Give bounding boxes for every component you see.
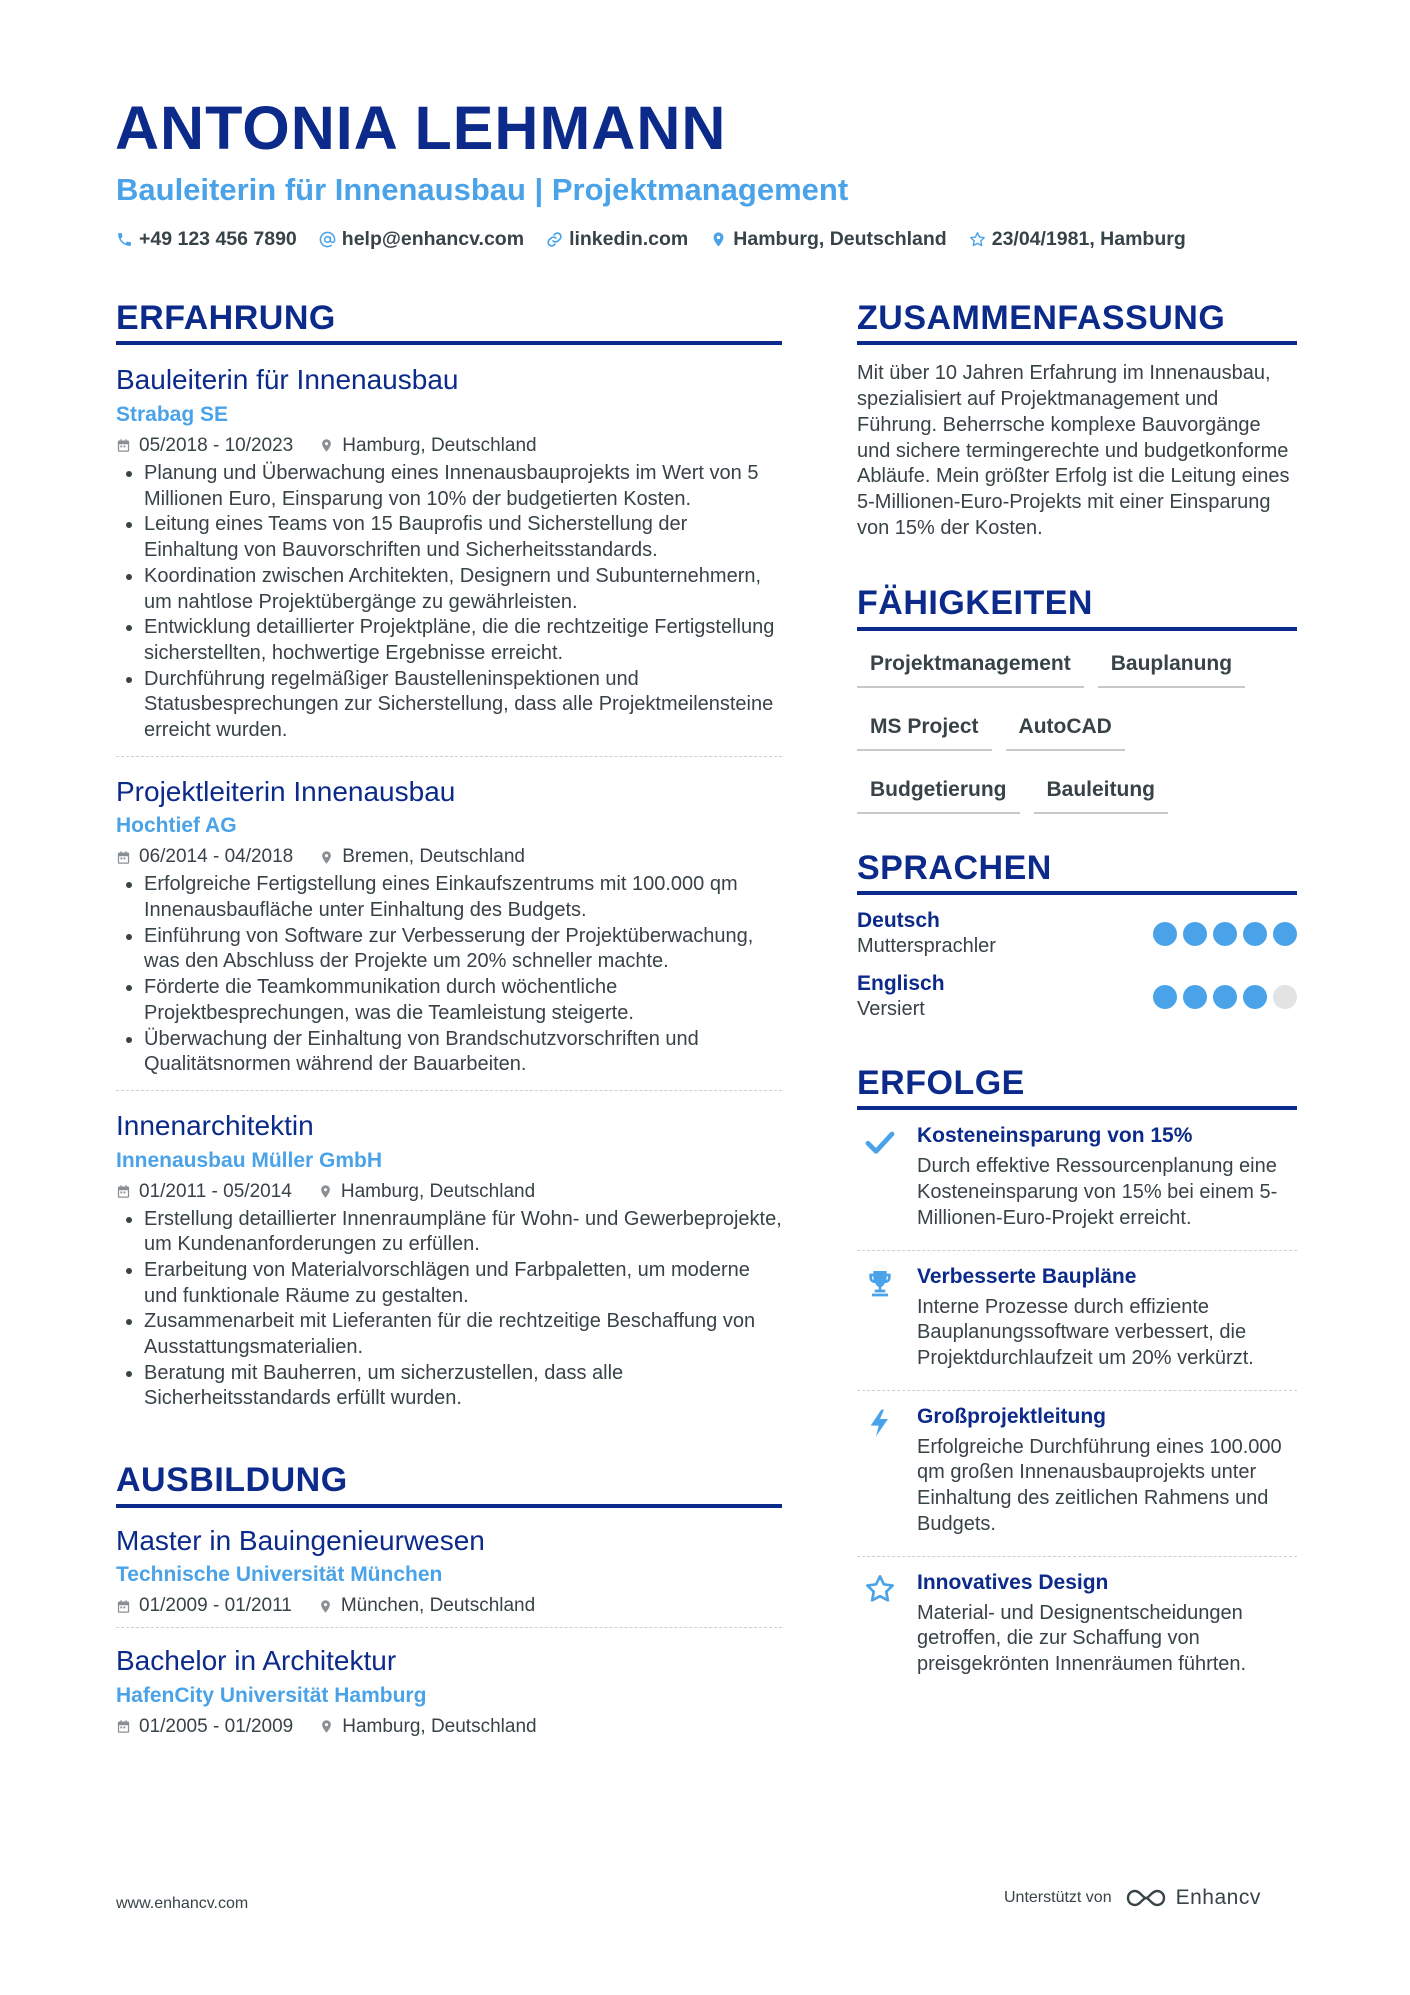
education-dates xyxy=(116,1595,292,1617)
phone-icon xyxy=(116,231,133,248)
job-bullet: • Erfolgreiche Fertigstellung eines Einkaufszentrums mit 100.000 qm Innenausbaufläche unter Einhaltung des Budgets. xyxy=(144,872,782,923)
skill-tag: Bauleitung xyxy=(1034,769,1169,814)
achievement-item xyxy=(857,1110,1297,1250)
rating-dot-filled xyxy=(1273,922,1297,946)
achievement-icon-wrap xyxy=(857,1124,903,1231)
rating-dot-filled xyxy=(1243,985,1267,1009)
skill-tag: Budgetierung xyxy=(857,769,1020,814)
calendar-icon xyxy=(116,438,131,453)
achievements-section xyxy=(857,1065,1297,1696)
rating-dot-filled xyxy=(1153,922,1177,946)
achievement-item xyxy=(857,1391,1297,1557)
map-pin-icon xyxy=(710,231,727,248)
language-rating xyxy=(1153,985,1297,1009)
left-column xyxy=(116,300,782,1748)
candidate-title: Bauleiterin für Innenausbau | Projektmanagement xyxy=(116,172,849,207)
achievement-title: Verbesserte Baupläne xyxy=(917,1264,1137,1288)
education-dates xyxy=(116,1716,293,1738)
achievement-icon-wrap xyxy=(857,1405,903,1538)
rating-dot-filled xyxy=(1153,985,1177,1009)
contact-location-text: Hamburg, Deutschland xyxy=(733,228,947,250)
job-bullets xyxy=(116,461,782,744)
rating-dot-empty xyxy=(1273,985,1297,1009)
language-item xyxy=(857,972,1297,1021)
job-bullet: • Erarbeitung von Materialvorschlägen und Farbpaletten, um moderne und funktionale Räume zu gestalten. xyxy=(144,1258,782,1309)
job-entry xyxy=(116,1091,782,1424)
brand-name: Enhancv xyxy=(1175,1886,1261,1909)
candidate-name: ANTONIA LEHMANN xyxy=(115,94,727,162)
brand-logo[interactable] xyxy=(1124,1886,1261,1910)
job-bullets xyxy=(116,872,782,1078)
calendar-icon xyxy=(116,1184,131,1199)
job-location-text: Bremen, Deutschland xyxy=(342,846,525,868)
achievement-item xyxy=(857,1557,1297,1696)
education-degree: Master in Bauingenieurwesen xyxy=(116,1524,485,1556)
check-icon xyxy=(864,1126,896,1158)
skills-section xyxy=(857,585,1297,813)
job-dates-text: 05/2018 - 10/2023 xyxy=(139,434,294,456)
job-bullet: • Beratung mit Bauherren, um sicherzustellen, dass alle Sicherheitsstandards erfüllt wurden. xyxy=(144,1361,782,1412)
contact-linkedin-text: linkedin.com xyxy=(569,228,689,250)
job-company: Innenausbau Müller GmbH xyxy=(116,1148,383,1172)
calendar-icon xyxy=(116,850,131,865)
star-icon xyxy=(864,1573,896,1605)
education-section xyxy=(116,1462,782,1748)
achievement-icon-wrap xyxy=(857,1265,903,1372)
job-bullet: • Zusammenarbeit mit Lieferanten für die rechtzeitige Beschaffung von Ausstattungsmaterialien. xyxy=(144,1309,782,1360)
at-icon xyxy=(319,231,336,248)
map-pin-icon xyxy=(319,1719,334,1734)
contact-email[interactable] xyxy=(319,228,524,251)
footer-website[interactable]: www.enhancv.com xyxy=(116,1895,249,1912)
skills-heading: FÄHIGKEITEN xyxy=(857,585,1297,630)
contact-phone-text: +49 123 456 7890 xyxy=(139,228,297,250)
job-bullet: • Erstellung detaillierter Innenraumpläne für Wohn- und Gewerbeprojekte, um Kundenanforderungen zu erfüllen. xyxy=(144,1207,782,1258)
education-location-text: München, Deutschland xyxy=(340,1595,536,1617)
rating-dot-filled xyxy=(1183,985,1207,1009)
job-company: Hochtief AG xyxy=(116,814,237,838)
education-meta xyxy=(116,1595,782,1617)
star-outline-icon xyxy=(969,231,986,248)
education-meta xyxy=(116,1716,782,1738)
achievement-title: Innovatives Design xyxy=(917,1570,1109,1594)
job-dates xyxy=(116,846,293,868)
job-meta xyxy=(116,435,782,457)
achievement-desc: Durch effektive Ressourcenplanung eine Kosteneinsparung von 15% bei einem 5-Millionen-Euro-Projekt erreicht. xyxy=(917,1155,1278,1229)
skill-tag: Projektmanagement xyxy=(857,643,1084,688)
rating-dot-filled xyxy=(1183,922,1207,946)
footer-powered xyxy=(1004,1886,1261,1910)
job-meta xyxy=(116,1181,782,1203)
link-icon xyxy=(546,231,563,248)
right-column xyxy=(857,300,1297,1696)
job-entry xyxy=(116,345,782,756)
contact-birth-text: 23/04/1981, Hamburg xyxy=(991,228,1186,250)
education-entry xyxy=(116,1628,782,1748)
education-heading: AUSBILDUNG xyxy=(116,1462,782,1507)
job-location xyxy=(318,1181,535,1203)
job-bullet: • Förderte die Teamkommunikation durch wöchentliche Projektbesprechungen, was die Teamleistung steigerte. xyxy=(144,975,782,1026)
contact-linkedin[interactable] xyxy=(546,228,688,251)
experience-heading: ERFAHRUNG xyxy=(116,300,782,345)
job-location-text: Hamburg, Deutschland xyxy=(342,434,537,456)
education-school: Technische Universität München xyxy=(116,1563,443,1587)
language-name: Deutsch xyxy=(857,909,940,933)
job-role: Projektleiterin Innenausbau xyxy=(116,775,456,807)
job-bullet: • Leitung eines Teams von 15 Bauprofis und Sicherstellung der Einhaltung von Bauvorschriften und Sicherheitsstandards. xyxy=(144,512,782,563)
skill-tag: AutoCAD xyxy=(1006,706,1125,751)
rating-dot-filled xyxy=(1213,985,1237,1009)
job-dates-text: 01/2011 - 05/2014 xyxy=(139,1180,292,1202)
education-location-text: Hamburg, Deutschland xyxy=(342,1715,537,1737)
contact-bar xyxy=(116,228,1186,251)
rating-dot-filled xyxy=(1243,922,1267,946)
job-location xyxy=(319,846,525,868)
calendar-icon xyxy=(116,1599,131,1614)
enhancv-logo-icon xyxy=(1124,1886,1168,1910)
job-role: Bauleiterin für Innenausbau xyxy=(116,364,459,396)
summary-text: Mit über 10 Jahren Erfahrung im Innenausbau, spezialisiert auf Projektmanagement und Führung. Beherrsche komplexe Bauvorgänge und sichere termingerechte und budgetkonforme Abläufe. Mein größter Erfolg ist die Leitung eines 5-Millionen-Euro-Projekts mit einer Einsparung von 15% der Kosten. xyxy=(857,362,1290,539)
footer-powered-text: Unterstützt von xyxy=(1004,1889,1112,1906)
job-location-text: Hamburg, Deutschland xyxy=(340,1180,536,1202)
job-dates-text: 06/2014 - 04/2018 xyxy=(139,846,294,868)
language-level: Muttersprachler xyxy=(857,935,996,958)
job-role: Innenarchitektin xyxy=(116,1109,314,1141)
language-rating xyxy=(1153,922,1297,946)
education-dates-text: 01/2009 - 01/2011 xyxy=(139,1595,292,1617)
trophy-icon xyxy=(864,1267,896,1299)
contact-email-text: help@enhancv.com xyxy=(341,228,525,250)
job-location xyxy=(319,435,536,457)
languages-heading: SPRACHEN xyxy=(857,850,1297,895)
education-entry xyxy=(116,1508,782,1629)
job-dates xyxy=(116,1181,292,1203)
languages-section xyxy=(857,850,1297,1021)
achievement-desc: Erfolgreiche Durchführung eines 100.000 qm großen Innenausbauprojekts unter Einhaltung des zeitlichen Rahmens und Budgets. xyxy=(917,1435,1282,1535)
language-level: Versiert xyxy=(857,998,925,1021)
achievement-item xyxy=(857,1251,1297,1391)
calendar-icon xyxy=(116,1719,131,1734)
contact-phone[interactable] xyxy=(116,228,297,251)
education-location xyxy=(319,1716,536,1738)
education-location xyxy=(318,1595,535,1617)
map-pin-icon xyxy=(319,438,334,453)
bolt-icon xyxy=(864,1407,896,1439)
achievement-desc: Material- und Designentscheidungen getroffen, die zur Schaffung von preisgekrönten Innenräumen führten. xyxy=(917,1601,1247,1675)
contact-birth xyxy=(969,228,1186,251)
job-bullet: • Überwachung der Einhaltung von Brandschutzvorschriften und Qualitätsnormen während der Bauarbeiten. xyxy=(144,1027,782,1078)
job-bullet: • Planung und Überwachung eines Innenausbauprojekts im Wert von 5 Millionen Euro, Einsparung von 10% der budgetierten Kosten. xyxy=(144,461,782,512)
skill-tag: MS Project xyxy=(857,706,992,751)
achievement-title: Großprojektleitung xyxy=(917,1404,1106,1428)
map-pin-icon xyxy=(319,850,334,865)
job-company: Strabag SE xyxy=(116,402,229,426)
job-dates xyxy=(116,435,293,457)
language-name: Englisch xyxy=(857,972,945,996)
achievements-heading: ERFOLGE xyxy=(857,1065,1297,1110)
skills-list xyxy=(857,643,1297,814)
education-dates-text: 01/2005 - 01/2009 xyxy=(139,1715,294,1737)
achievement-title: Kosteneinsparung von 15% xyxy=(917,1124,1193,1148)
job-bullet: • Einführung von Software zur Verbesserung der Projektüberwachung, was den Abschluss der Projekte um 20% schneller machte. xyxy=(144,924,782,975)
map-pin-icon xyxy=(318,1184,333,1199)
education-degree: Bachelor in Architektur xyxy=(116,1645,397,1677)
skill-tag: Bauplanung xyxy=(1098,643,1245,688)
map-pin-icon xyxy=(318,1599,333,1614)
language-item xyxy=(857,909,1297,958)
education-school: HafenCity Universität Hamburg xyxy=(116,1683,427,1707)
achievement-icon-wrap xyxy=(857,1571,903,1678)
contact-location xyxy=(710,228,946,251)
achievement-desc: Interne Prozesse durch effiziente Bauplanungssoftware verbessert, die Projektdurchlaufzeit um 20% verkürzt. xyxy=(917,1295,1254,1369)
job-bullet: • Entwicklung detaillierter Projektpläne, die die rechtzeitige Fertigstellung sicherstellten, hochwertige Ergebnisse erreicht. xyxy=(144,615,782,666)
job-meta xyxy=(116,846,782,868)
job-bullets xyxy=(116,1207,782,1413)
summary-heading: ZUSAMMENFASSUNG xyxy=(857,300,1297,345)
job-entry xyxy=(116,757,782,1091)
job-bullet: • Koordination zwischen Architekten, Designern und Subunternehmern, um nahtlose Projektübergänge zu gewährleisten. xyxy=(144,564,782,615)
rating-dot-filled xyxy=(1213,922,1237,946)
job-bullet: • Durchführung regelmäßiger Baustelleninspektionen und Statusbesprechungen zur Sicherstellung, dass alle Projektmeilensteine erreicht wurden. xyxy=(144,667,782,744)
